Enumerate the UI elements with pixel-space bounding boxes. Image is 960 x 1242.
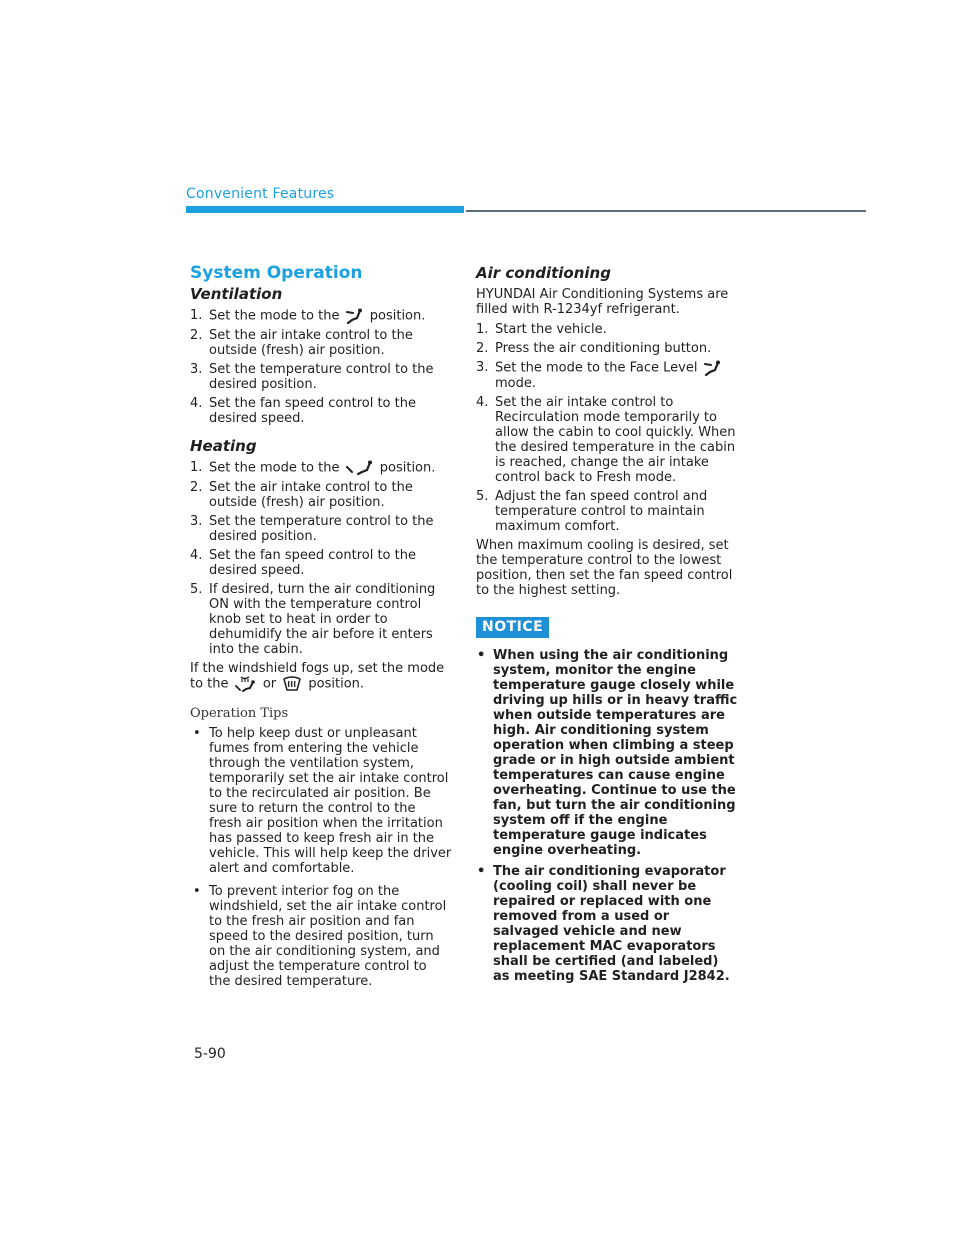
list-item: • The air conditioning evaporator (cooling coil) shall never be repaired or replaced with one removed from a used or salvaged vehicle and new replacement MAC evaporators shall be certified (and labeled) as meeting SAE Standard J2842. (477, 864, 730, 984)
list-item: 4. Set the fan speed control to the desired speed. (190, 548, 416, 578)
face-level-mode-icon (704, 360, 722, 376)
heating-title: Heating (190, 437, 257, 455)
header-rule (466, 210, 866, 212)
list-item: 1. Set the mode to the position. (190, 308, 426, 324)
notice-badge: NOTICE (476, 617, 549, 638)
floor-level-mode-icon (346, 460, 374, 476)
right-column (476, 262, 738, 990)
list-item: 2. Set the air intake control to the outside (fresh) air position. (190, 480, 413, 510)
list-item: 1. Start the vehicle. (476, 322, 607, 337)
operation-tips-title: Operation Tips (190, 706, 289, 721)
list-item: 4. Set the fan speed control to the desired speed. (190, 396, 416, 426)
ac-intro: HYUNDAI Air Conditioning Systems are filled with R-1234yf refrigerant. (476, 287, 729, 317)
defrost-mode-icon (282, 676, 302, 692)
floor-defrost-mode-icon (235, 676, 257, 692)
air-conditioning-title: Air conditioning (476, 264, 611, 282)
heating-steps (190, 460, 452, 657)
section-title: System Operation (190, 263, 363, 283)
notice-list (476, 648, 738, 984)
list-item: 2. Set the air intake control to the outside (fresh) air position. (190, 328, 413, 358)
ventilation-title: Ventilation (190, 285, 283, 303)
list-item: 1. Set the mode to the position. (190, 460, 436, 476)
running-header: Convenient Features (186, 186, 335, 202)
left-column (190, 262, 452, 997)
list-item: 5. If desired, turn the air conditioning ON with the temperature control knob set to heat in order to dehumidify the air before it enters into the cabin. (190, 582, 436, 657)
list-item: 3. Set the temperature control to the desired position. (190, 362, 434, 392)
list-item: • To help keep dust or unpleasant fumes from entering the vehicle through the ventilation system, temporarily set the air intake control to the recirculated air position. Be sure to return the control to the fresh air position when the irritation has passed to keep fresh air in the vehicle. This will help keep the driver alert and comfortable. (193, 726, 452, 876)
list-item: • To prevent interior fog on the windshield, set the air intake control to the fresh air position and fan speed to the desired position, turn on the air conditioning system, and adjust the temperature control to the desired temperature. (193, 884, 447, 989)
ac-steps (476, 322, 738, 534)
list-item: 5. Adjust the fan speed control and temperature control to maintain maximum comfort. (476, 489, 708, 534)
header-accent-bar (186, 206, 464, 213)
page-number: 5-90 (194, 1046, 226, 1062)
list-item: 2. Press the air conditioning button. (476, 341, 712, 356)
list-item: • When using the air conditioning system, monitor the engine temperature gauge closely while driving up hills or in heavy traffic when outside temperatures are high. Air conditioning system operation when climbing a steep grade or in high outside ambient temperatures can cause engine overheating. Continue to use the fan, but turn the air conditioning system off if the engine temperature gauge indicates engine overheating. (477, 648, 738, 858)
ventilation-steps (190, 308, 452, 426)
operation-tips-list (190, 726, 452, 989)
list-item: 4. Set the air intake control to Recirculation mode temporarily to allow the cabin to cool quickly. When the desired temperature in the cabin is reached, change the air intake control back to Fresh mode. (476, 395, 736, 485)
list-item: 3. Set the mode to the Face Level mode. (476, 360, 738, 391)
max-cooling-note: When maximum cooling is desired, set the temperature control to the lowest position, then set the fan speed control to the highest setting. (476, 538, 733, 598)
list-item: 3. Set the temperature control to the desired position. (190, 514, 434, 544)
fog-note: If the windshield fogs up, set the mode to the or position. (190, 661, 445, 692)
face-level-mode-icon (346, 308, 364, 324)
